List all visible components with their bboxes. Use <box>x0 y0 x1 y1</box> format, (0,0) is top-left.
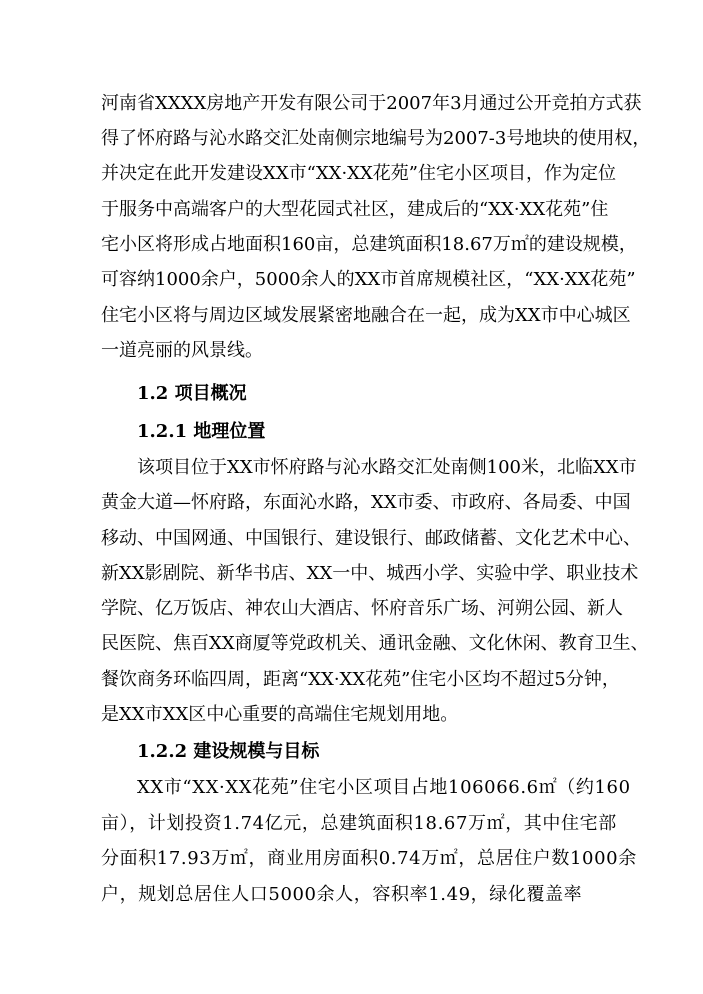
text-line: 宅小区将形成占地面积160亩，总建筑面积18.67万㎡的建设规模， <box>101 234 637 255</box>
section-heading-1-2: 1.2 项目概况 <box>137 383 247 404</box>
text-line: 是XX市XX区中心重要的高端住宅规划用地。 <box>101 704 459 725</box>
text-line: 黄金大道—怀府路，东面沁水路，XX市委、市政府、各局委、中国 <box>101 492 631 513</box>
text-line: 得了怀府路与沁水路交汇处南侧宗地编号为2007-3号地块的使用权， <box>101 128 651 149</box>
text-line: 民医院、焦百XX商厦等党政机关、通讯金融、文化休闲、教育卫生、 <box>101 633 649 654</box>
text-line: 移动、中国网通、中国银行、建设银行、邮政储蓄、文化艺术中心、 <box>101 528 641 549</box>
text-line: 并决定在此开发建设XX市“XX·XX花苑”住宅小区项目，作为定位 <box>101 163 617 184</box>
text-line: 新XX影剧院、新华书店、XX一中、城西小学、实验中学、职业技术 <box>101 563 639 584</box>
section-heading-1-2-1: 1.2.1 地理位置 <box>137 421 266 442</box>
section-heading-1-2-2: 1.2.2 建设规模与目标 <box>137 741 320 762</box>
text-line: 户，规划总居住人口5000余人，容积率1.49，绿化覆盖率 <box>101 884 583 905</box>
text-line: 亩），计划投资1.74亿元，总建筑面积18.67万㎡，其中住宅部 <box>101 813 617 834</box>
text-line: 学院、亿万饭店、神农山大酒店、怀府音乐广场、河朔公园、新人 <box>101 598 623 619</box>
text-line: 分面积17.93万㎡，商业用房面积0.74万㎡，总居住户数1000余 <box>101 848 637 869</box>
text-line: 河南省XXXX房地产开发有限公司于2007年3月通过公开竞拍方式获 <box>101 93 642 114</box>
text-line: 该项目位于XX市怀府路与沁水路交汇处南侧100米，北临XX市 <box>137 457 637 478</box>
text-line: 于服务中高端客户的大型花园式社区，建成后的“XX·XX花苑”住 <box>101 199 609 220</box>
text-line: 一道亮丽的风景线。 <box>101 340 263 361</box>
text-line: 住宅小区将与周边区域发展紧密地融合在一起，成为XX市中心城区 <box>101 305 631 326</box>
text-line: 餐饮商务环临四周，距离“XX·XX花苑”住宅小区均不超过5分钟， <box>101 669 620 690</box>
text-line: 可容纳1000余户，5000余人的XX市首席规模社区，“XX·XX花苑” <box>101 269 636 290</box>
text-line: XX市“XX·XX花苑”住宅小区项目占地106066.6㎡（约160 <box>137 777 631 798</box>
